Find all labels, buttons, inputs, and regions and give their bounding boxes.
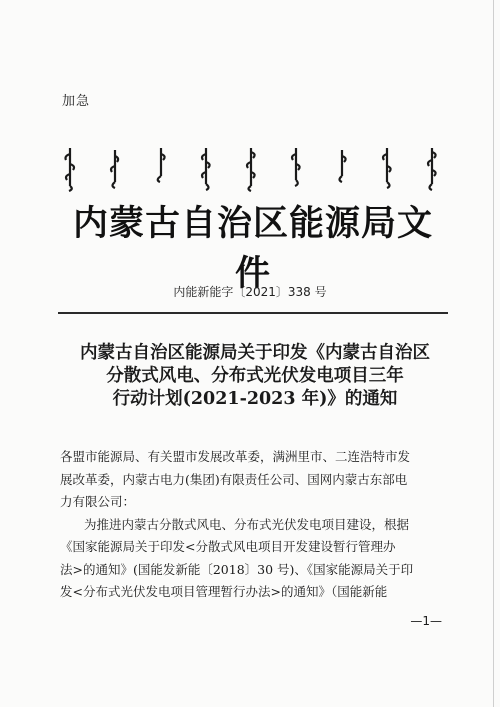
mongolian-word-2 [105,146,125,192]
document-body [60,446,456,604]
mongolian-word-7 [332,146,352,192]
addressee-line: 力有限公司： [60,494,136,509]
agency-header: 内蒙古自治区能源局文件 [72,203,433,294]
page-number: —1— [410,614,442,628]
urgency-label: 加急 [62,94,91,109]
mongolian-word-3 [151,146,171,192]
mongolian-word-6 [286,146,306,192]
mongolian-word-4 [196,146,216,192]
mongolian-word-5 [241,146,261,192]
body-line: 《国家能源局关于印发<分散式风电项目开发建设暂行管理办 [60,539,396,554]
title-line: 行动计划(2021-2023 年)》的通知 [112,389,398,409]
body-line: 法>的通知》(国能发新能〔2018〕30 号)、《国家能源局关于印 [60,561,414,577]
mongolian-word-1 [60,146,80,192]
document-number: 内能新能字〔2021〕338 号 [173,285,327,299]
header-divider [58,312,448,314]
mongolian-script-heading [60,146,442,192]
document-title [55,342,455,411]
body-line: 发<分布式光伏发电项目管理暂行办法>的通知》（国能新能 [60,584,388,599]
mongolian-word-9 [422,146,442,192]
title-line: 分散式风电、分布式光伏发电项目三年 [106,366,404,386]
mongolian-word-8 [377,146,397,192]
title-line: 内蒙古自治区能源局关于印发《内蒙古自治区 [80,343,430,363]
addressee-line: 各盟市能源局、有关盟市发展改革委，满洲里市、二连浩特市发 [60,449,411,464]
page-edge-line [493,0,494,707]
addressee-line: 展改革委，内蒙古电力(集团)有限责任公司、国网内蒙古东部电 [60,471,408,487]
body-line: 为推进内蒙古分散式风电、分布式光伏发电项目建设，根据 [84,516,410,532]
